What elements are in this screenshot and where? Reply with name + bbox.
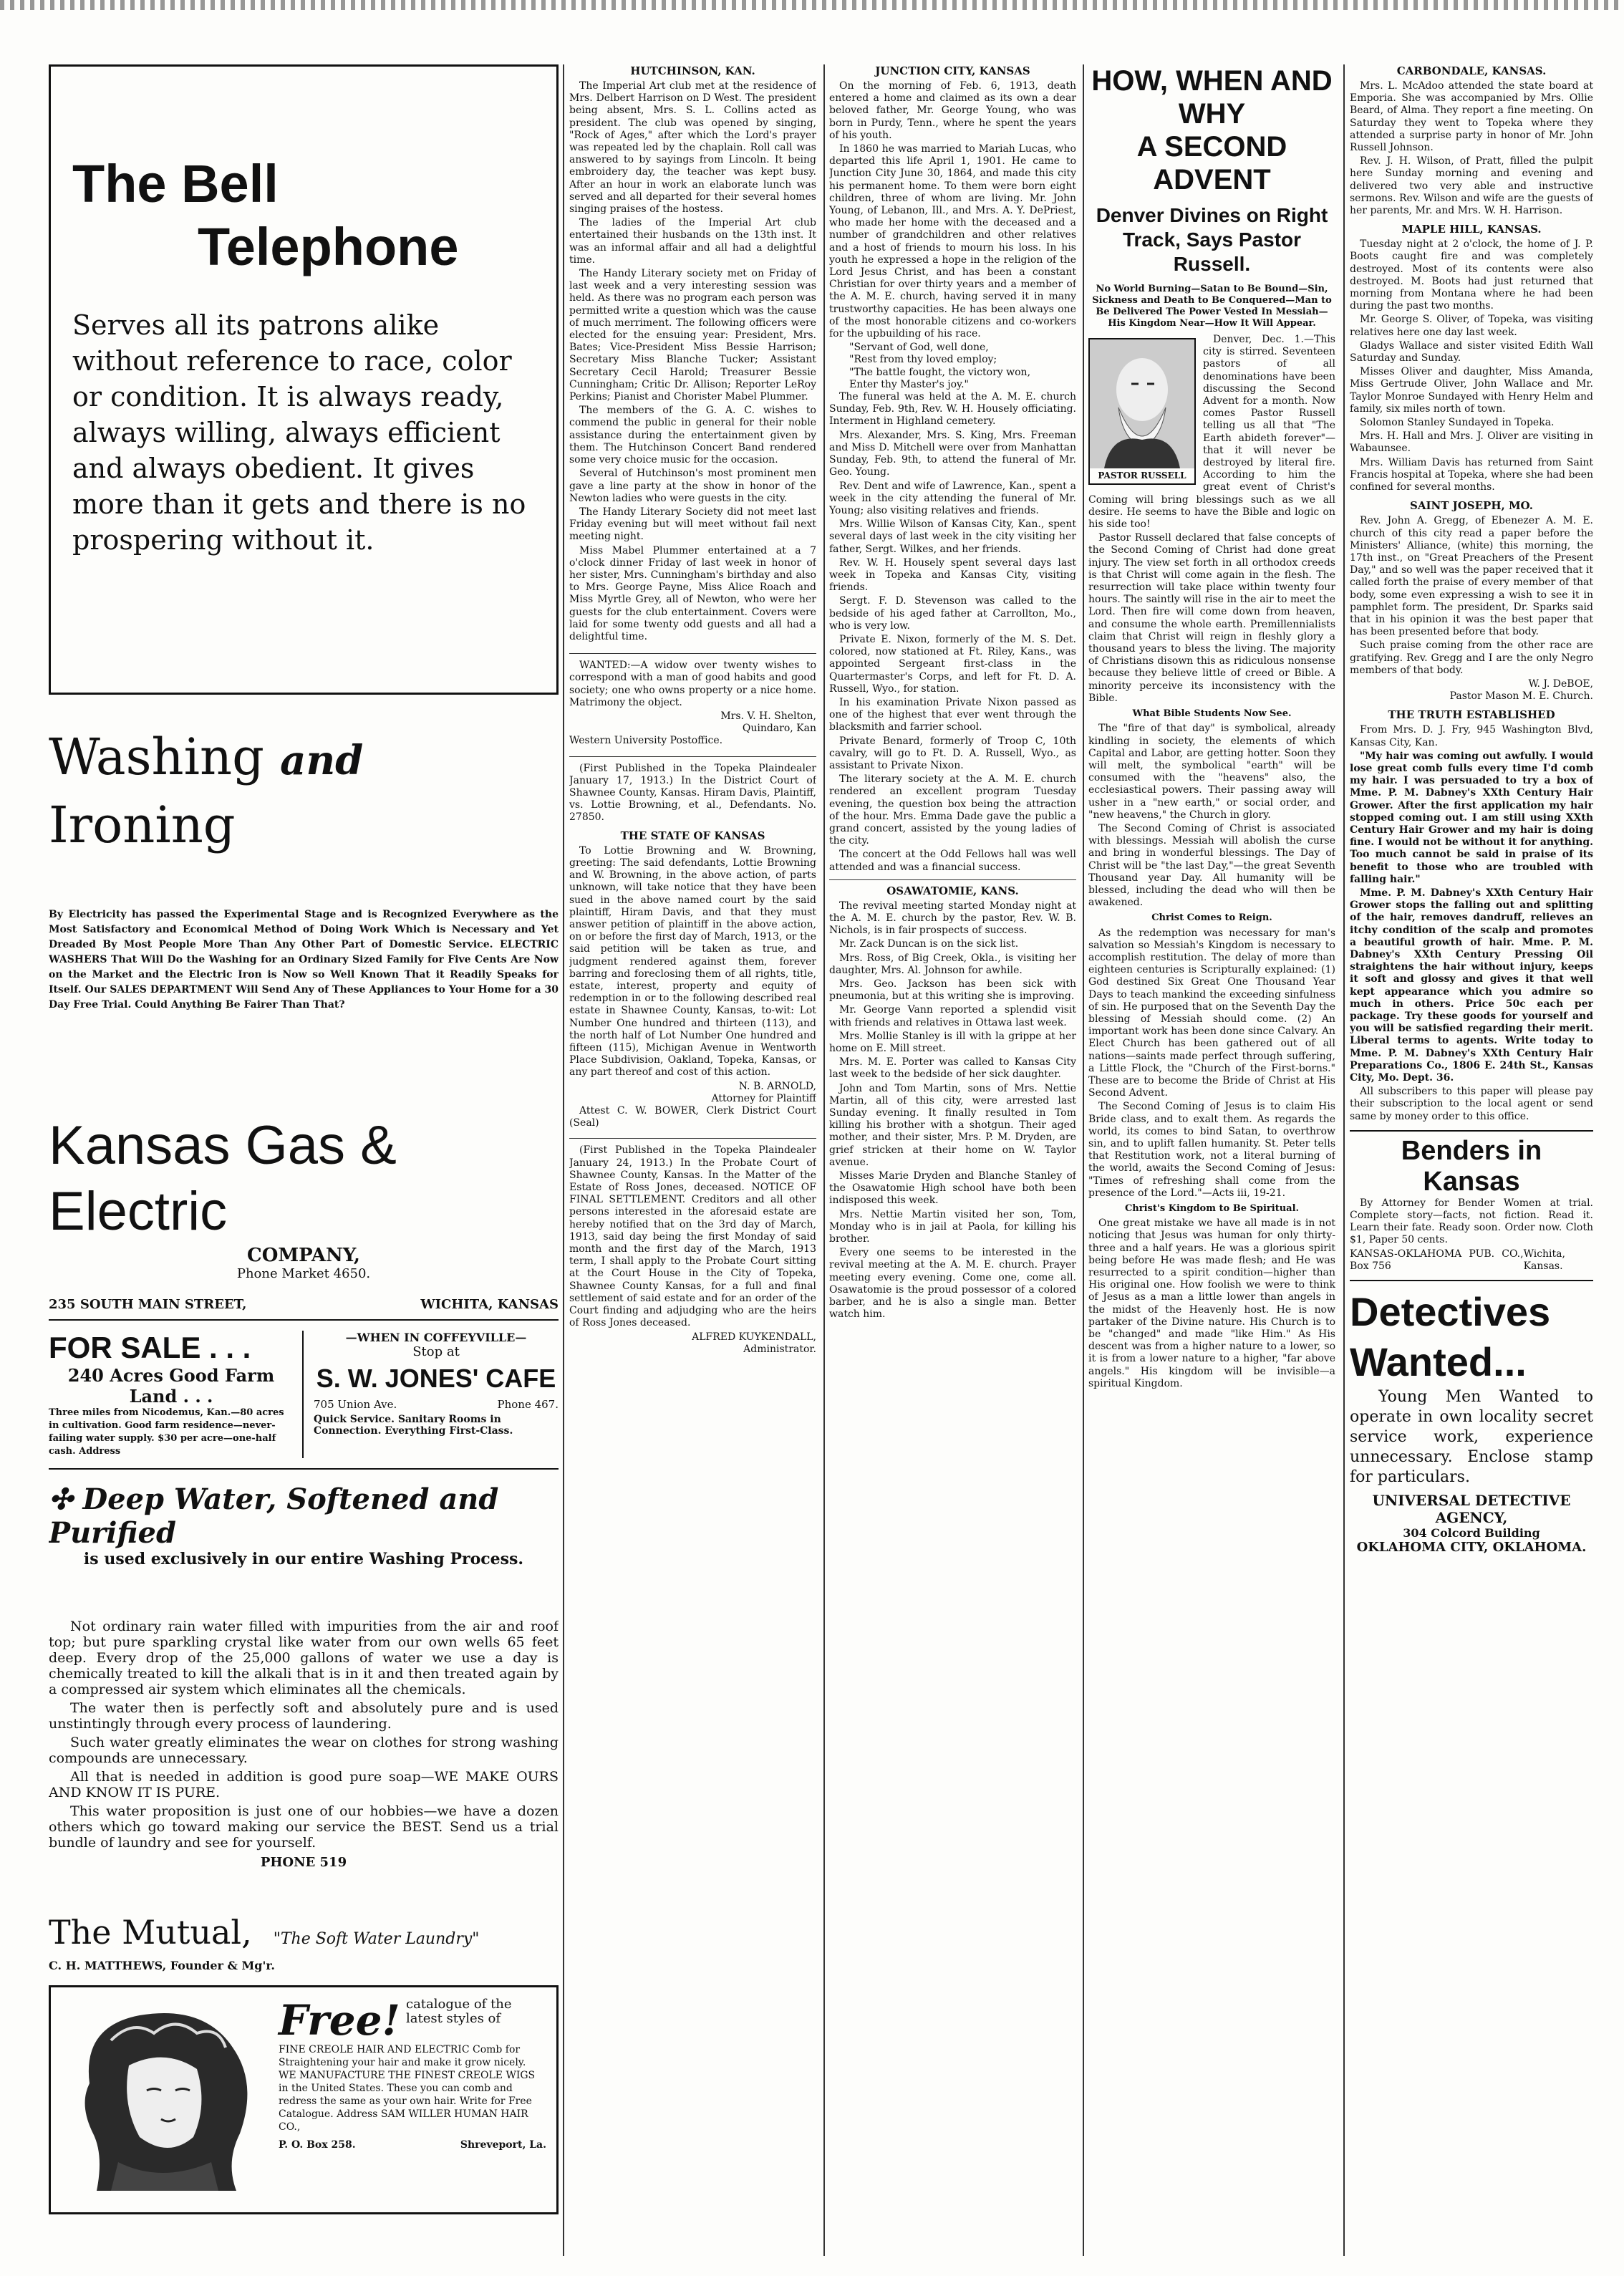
truth-established-head: THE TRUTH ESTABLISHED <box>1388 708 1555 722</box>
deep-water-head: ✣ Deep Water, Softened and Purified <box>49 1482 499 1550</box>
paragraph: In his examination Private Nixon passed as one of the highest that ever went through the blacksmith and farrier school. <box>829 696 1076 733</box>
portrait-caption: PASTOR RUSSELL <box>1098 470 1186 481</box>
poem-line: "Servant of God, well done, <box>849 342 989 354</box>
free-head: Free! <box>279 1996 400 2045</box>
wanted-signature: Mrs. V. H. Shelton, <box>720 710 816 722</box>
paragraph: Every one seems to be interested in the revival meeting at the A. M. E. church. Prayer meeting every evening. Come one, come all. Osawatomie is the proud possessor of a colored barber, and he is also a single man. Better watch him. <box>829 1247 1076 1321</box>
cafe-phone: Phone 467. <box>497 1398 559 1411</box>
junction-city-head: JUNCTION CITY, KANSAS <box>875 64 1030 77</box>
cafe-name: S. W. JONES' CAFE <box>316 1364 556 1393</box>
for-sale-sub: 240 Acres Good Farm Land . . . <box>67 1365 275 1407</box>
mutual-ad <box>49 1913 559 1972</box>
paragraph: Mme. P. M. Dabney's XXth Century Hair Grower stops the falling out and splitting of the hair, removes dandruff, relieves an itchy condition of the scalp and promotes a beautiful growth of hair. Mme. P. M. Dabney's XXth Century Pressing Oil straightens the hair without injury, keeps it soft and glossy and gives it that well kept appearance which you admire so much in others. Price 50c each per package. Try these goods for yourself and you will be satisfied regarding their merit. Liberal terms to agents. Write today to Mme. P. M. Dabney's XXth Century Hair Preparations Co., 1806 E. 24th St., Kansas City, Mo. Dept. 36. <box>1350 887 1593 1084</box>
paragraph: Mrs. Mollie Stanley is ill with la grippe at her home on E. Mill street. <box>829 1030 1076 1055</box>
section-subhead: Christ Comes to Reign. <box>1151 912 1272 924</box>
paragraph: Mrs. Nettie Martin visited her son, Tom, Monday who is in jail at Paola, for killing his brother. <box>829 1208 1076 1245</box>
legal-notice-2 <box>569 1138 816 1355</box>
paragraph: Rev. Dent and wife of Lawrence, Kan., spent a week in the city attending the funeral of Mr. Young; also visiting relatives and friends. <box>829 480 1076 516</box>
benders-address: KANSAS-OKLAHOMA PUB. CO., Box 756 <box>1350 1248 1524 1272</box>
truth-established-article <box>1350 724 1593 1123</box>
paragraph: On the morning of Feb. 6, 1913, death entered a home and claimed as its own a dear beloved father, Mr. George Young, who was born in Purdy, Tenn., where he spent the years of his youth. <box>829 80 1076 141</box>
free-sub: catalogue of the latest styles of <box>405 1997 512 2026</box>
paragraph: Misses Marie Dryden and Blanche Stanley of the Osawatomie High school have both been indisposed this week. <box>829 1170 1076 1207</box>
advent-deck: No World Burning—Satan to Be Bound—Sin, Sickness and Death to Be Conquered—Man to Be Delivered The Power Vested In Messiah—His Kingdom Near—How It Will Appear. <box>1092 284 1332 329</box>
osawatomie-article <box>829 900 1076 1321</box>
washing-word: Washing <box>49 728 264 786</box>
free-body: FINE CREOLE HAIR AND ELECTRIC Comb for Straightening your hair and make it grow nicely. WE MANUFACTURE THE FINEST CREOLE WIGS in the United States. These you can comb and redress the same as your own hair. Write for Free Catalogue. Address SAM WILLER HUMAN HAIR CO., <box>279 2044 536 2133</box>
bell-title-1: The Bell <box>72 154 279 213</box>
benders-city: Wichita, Kansas. <box>1523 1248 1565 1272</box>
hutchinson-head: HUTCHINSON, KAN. <box>630 64 755 77</box>
paragraph: The water then is perfectly soft and absolutely pure and is used unstintingly through every process of laundering. <box>49 1700 559 1732</box>
state-of-kansas-head: THE STATE OF KANSAS <box>620 829 765 842</box>
address-street: 235 SOUTH MAIN STREET, <box>49 1297 247 1312</box>
wanted-signature-place: Quindaro, Kan <box>742 723 816 735</box>
kansas-gas-ad <box>49 1113 559 1321</box>
free-city: Shreveport, La. <box>460 2139 546 2151</box>
kansas-gas-phone: Phone Market 4650. <box>236 1266 371 1281</box>
mutual-title: The Mutual, <box>49 1913 252 1952</box>
benders-ad <box>1350 1197 1593 1273</box>
detectives-head-1: Detectives <box>1350 1280 1593 1337</box>
paragraph: Such water greatly eliminates the wear on clothes for strong washing compounds are unnecessary. <box>49 1735 559 1766</box>
paragraph: "My hair was coming out awfully. I would lose great comb fulls every time I'd comb my hair. I was persuaded to try a box of Mme. P. M. Dabney's XXth Century Hair Grower. After the first application my hair stopped coming out. I am still using XXth Century Hair Grower and my hair is doing fine. I would not be without it for anything. Too much cannot be said in praise of its benefit to those who are troubled with falling hair." <box>1350 750 1593 885</box>
osawatomie-head: OSAWATOMIE, KANS. <box>829 879 1076 897</box>
benders-head: Benders in Kansas <box>1350 1130 1593 1197</box>
washing-title <box>49 725 559 857</box>
paragraph: Mrs. Willie Wilson of Kansas City, Kan., spent several days of last week in the city visiting her father, Sergt. Wilkes, and her friends. <box>829 519 1076 555</box>
notice-signature: ALFRED KUYKENDALL, <box>692 1331 816 1343</box>
section-subhead: Christ's Kingdom to Be Spiritual. <box>1124 1203 1300 1215</box>
wanted-notice <box>569 653 816 747</box>
paragraph: Several of Hutchinson's most prominent men gave a line party at the show in honor of the Newton ladies who were guests in the city. <box>569 468 816 504</box>
paragraph: Private E. Nixon, formerly of the M. S. Det. colored, now stationed at Ft. Riley, Kans., was appointed Sergeant first-class in the Quartermaster's Corps, and left for Ft. D. A. Russell, Wyo., for station. <box>829 633 1076 695</box>
paragraph: All that is needed in addition is good pure soap—WE MAKE OURS AND KNOW IT IS PURE. <box>49 1769 559 1800</box>
cafe-address-row <box>314 1398 559 1411</box>
paragraph: Tuesday night at 2 o'clock, the home of J. P. Boots caught fire and was completely destroyed. Most of its contents were also destroyed. M. Boots had just returned that morning from Montana where he had been during the past two months. <box>1350 238 1593 312</box>
notice-signature-role: Administrator. <box>743 1343 816 1355</box>
junction-city-article <box>829 80 1076 874</box>
paragraph: Mr. George Vann reported a splendid visit with friends and relatives in Ottawa last week. <box>829 1004 1076 1028</box>
bell-title-2: Telephone <box>198 217 459 276</box>
column-rule <box>563 64 564 2256</box>
paragraph: This water proposition is just one of our hobbies—we have a dozen others which go toward making our service the BEST. Send us a trial bundle of laundry and see for yourself. <box>49 1803 559 1851</box>
paragraph: Solomon Stanley Sundayed in Topeka. <box>1360 417 1555 429</box>
state-attest: Attest C. W. BOWER, Clerk District Court (Seal) <box>569 1105 816 1129</box>
paragraph: In 1860 he was married to Mariah Lucas, who departed this life April 1, 1901. He came to Junction City June 30, 1864, and made this city his permanent home. To them were born eight children, three of whom are living. Mr. John Young, of Lebanon, Ill., and Mrs. A. Y. DePriest, who made her home with the deceased and a number of grandchildren and other relatives and a host of friends to mourn his loss. In his youth he expressed a hope in the religion of the Lord Jesus Christ, and has been a constant Christian for over thirty years and a member of the A. M. E. church, having served it in many trustworthy capacities. He has been always one of the most honorable citizens and co-workers for the upbuilding of his race. <box>829 143 1076 340</box>
paragraph: The Second Coming of Jesus is to claim His Bride class, and to exalt them. As regards the world, its comes to bind Satan, to overthrow sin, and to uplift fallen humanity. St. Peter tells that Restitution work, not a literal burning of the world, awaits the Second Coming of Jesus: "Times of refreshing shall come from the presence of the Lord."—Acts iii, 19-21. <box>1088 1101 1335 1199</box>
paragraph: The literary society at the A. M. E. church rendered an excellent program Tuesday evening, the question box being the attraction of the hour. Mrs. Emma Dade gave the public a grand concert, assisted by the young ladies of the city. <box>829 773 1076 847</box>
detectives-body: Young Men Wanted to operate in own locality secret service work, experience unnecessary. Enclose stamp for particulars. <box>1350 1388 1593 1487</box>
free-address <box>279 2139 546 2151</box>
for-sale-head: FOR SALE . . . <box>49 1331 251 1364</box>
washing-body: By Electricity has passed the Experimental Stage and is Recognized Everywhere as the Most Satisfactory and Economical Method of Doing Work Which is Necessary and Yet Dreaded By Most People More Than Any Other Part of Domestic Service. ELECTRIC WASHERS That Will Do the Washing for an Ordinary Sized Family for Five Cents Are Now on the Market and the Electric Iron is Now so Well Known That it Readily Speaks for Itself. Our SALES DEPARTMENT Will Send Any of These Appliances to Your Home for a 30 Day Free Trial. Could Anything Be Fairer Than That? <box>49 909 559 1011</box>
kansas-gas-company: COMPANY, <box>247 1245 360 1266</box>
poem <box>829 342 1076 391</box>
paragraph: The revival meeting started Monday night at the A. M. E. church by the pastor, Rev. W. B. Nichols, is in fair prospects of success. <box>829 900 1076 937</box>
benders-body: By Attorney for Bender Women at trial. Complete story—facts, not fiction. Read it. Learn their fate. Ready soon. Order now. Cloth $1, Paper 50 cents. <box>1350 1197 1593 1246</box>
paragraph: Mrs. Geo. Jackson has been sick with pneumonia, but at this writing she is improving. <box>829 978 1076 1003</box>
paragraph: The funeral was held at the A. M. E. church Sunday, Feb. 9th, Rev. W. H. Housely officiating. Interment in Highland cemetery. <box>829 391 1076 428</box>
paragraph: The Imperial Art club met at the residence of Mrs. Delbert Harrison on D West. The president being absent, Mrs. S. L. Collins acted as president. The club was opened by singing, "Rock of Ages," after which the Lord's prayer was repeated led by the chaplain. Roll call was answered to by sayings from Lincoln. It being embroidery day, the teacher was kept busy. After an hour in work an elaborate lunch was served and all departed for their several homes singing praises of the hostess. <box>569 80 816 216</box>
paragraph: Gladys Wallace and sister visited Edith Wall Saturday and Sunday. <box>1350 339 1593 365</box>
paragraph: From Mrs. D. J. Fry, 945 Washington Blvd, Kansas City, Kan. <box>1350 724 1593 748</box>
kansas-gas-address <box>49 1297 559 1321</box>
paragraph: The Second Coming of Christ is associated with blessings. Messiah will abolish the curse and bring in wonderful blessings. The Day of Christ will be "the last Day,"—the great Seventh Thousand year Day. All humanity will be blessed, including the dead who will then be awakened. <box>1088 822 1335 909</box>
paragraph: Such praise coming from the other race are gratifying. Rev. Gregg and I are the only Negro members of that body. <box>1350 640 1593 676</box>
cafe-address: 705 Union Ave. <box>314 1398 397 1411</box>
wanted-postoffice: Western University Postoffice. <box>569 735 723 747</box>
pastor-russell-portrait <box>1088 338 1196 485</box>
detectives-city: OKLAHOMA CITY, OKLAHOMA. <box>1356 1540 1587 1556</box>
paragraph: Private Benard, formerly of Troop C, 10th cavalry, will go to Ft. D. A. Russell, Wyo., as assistant to Private Nixon. <box>829 735 1076 771</box>
notice-text: (First Published in the Topeka Plaindealer January 17, 1913.) In the District Court of Shawnee County, Kansas. Hiram Davis, Plaintiff, vs. Lottie Browning, et al., Defendants. No. 27850. <box>569 762 816 824</box>
detectives-agency: UNIVERSAL DETECTIVE AGENCY, <box>1372 1492 1571 1527</box>
deep-water-ad <box>49 1482 559 1870</box>
paragraph: Miss Mabel Plummer entertained at a 7 o'clock dinner Friday of last week in honor of her sister, Mrs. Cunningham's birthday and also to Mrs. George Payne, Miss Alice Roach and Miss Myrtle Grey, all of Newton, who were her guests for the club entertainment. Covers were laid for some twenty odd guests and all had a delightful time. <box>569 544 816 642</box>
woman-portrait-illustration <box>61 1997 269 2202</box>
paragraph: Mrs. Alexander, Mrs. S. King, Mrs. Freeman and Miss D. Mitchell were over from Manhattan Sunday, Feb. 9th, to attend the funeral of Mr. Geo. Young. <box>829 429 1076 478</box>
address-city: WICHITA, KANSAS <box>420 1297 559 1312</box>
column-5 <box>1350 64 1593 1555</box>
column-rule <box>823 64 825 2256</box>
jones-cafe-ad <box>304 1331 559 1458</box>
paragraph: Mr. Zack Duncan is on the sick list. <box>839 938 1019 950</box>
column-rule <box>1083 64 1084 2256</box>
cafe-stop: Stop at <box>412 1344 460 1359</box>
cafe-body: Quick Service. Sanitary Rooms in Connection. Everything First-Class. <box>314 1414 513 1437</box>
maple-hill-article <box>1350 238 1593 493</box>
hutchinson-article <box>569 80 816 643</box>
paragraph: Mrs. William Davis has returned from Saint Francis hospital at Topeka, where she had been confined for several months. <box>1350 456 1593 493</box>
deep-water-sub: is used exclusively in our entire Washing Process. <box>83 1550 524 1568</box>
poem-line: Enter thy Master's joy." <box>849 378 969 390</box>
state-signature: N. B. ARNOLD, <box>738 1080 816 1092</box>
and-word: and <box>280 737 364 784</box>
mutual-slogan: "The Soft Water Laundry" <box>273 1930 480 1948</box>
mutual-title-row <box>49 1913 559 1952</box>
paragraph: The "fire of that day" is symbolical, already kindling in society, the elements of which Capital and Labor, are getting hotter. Soon they will melt, the symbolical "earth" will be consumed with the "heavens" also, the ecclesiastical powers. Their passing away will usher in a "new earth," or social order, and "new heavens," the Church in glory. <box>1088 723 1335 821</box>
column-2 <box>569 64 816 1356</box>
advent-subhead: Denver Divines on Right Track, Says Pastor Russell. <box>1096 204 1328 275</box>
paragraph: Rev. W. H. Housely spent several days last week in Topeka and Kansas City, visiting friends. <box>829 556 1076 594</box>
deep-water-body <box>49 1619 559 1851</box>
paragraph: The ladies of the Imperial Art club entertained their husbands on the 13th inst. It was an informal affair and all had a delightful time. <box>569 217 816 266</box>
wanted-text: WANTED:—A widow over twenty wishes to correspond with a man of good habits and good society; one who owns property or a nice home. Matrimony the object. <box>569 660 816 708</box>
kansas-gas-title: Kansas Gas & Electric <box>49 1115 397 1242</box>
bell-telephone-ad <box>49 64 559 695</box>
state-signature-role: Attorney for Plaintiff <box>711 1092 816 1104</box>
paragraph: All subscribers to this paper will please pay their subscription to the local agent or send same by money order to this office. <box>1350 1086 1593 1122</box>
paragraph: As the redemption was necessary for man's salvation so Messiah's Kingdom is necessary to accomplish restitution. The delay of more than eighteen centuries is Scripturally explained: (1) God destined Six Great One Thousand Year Days to teach mankind the exceeding sinfulness of sin. He purposed that on the Seventh Day the blessing of Messiah should come. (2) An important work has been done since Calvary. An Elect Church has been gathered out of all nations—saints made perfect through suffering, a Little Flock, the "Church of the First-borns." These are to become the Bride of Christ at His Second Advent. <box>1088 927 1335 1099</box>
notice-text: (First Published in the Topeka Plaindealer January 24, 1913.) In the Probate Court of Shawnee County, Kansas. In the Matter of the Estate of Ross Jones, deceased. NOTICE OF FINAL SETTLEMENT. Creditors and all other persons interested in the aforesaid estate are hereby notified that on the 3rd day of March, 1913, said day being the first Monday of said month and the first day of the March, 1913 term, I shall apply to the Probate Court sitting at the Court House in the City of Topeka, Shawnee County Kansas, for a full and final settlement of said estate and for an order of the Court finding and adjudging who are the heirs of Ross Jones deceased. <box>569 1144 816 1329</box>
deep-water-phone: PHONE 519 <box>260 1855 347 1870</box>
paragraph: Mrs. L. McAdoo attended the state board at Emporia. She was accompanied by Mrs. Ollie Beard, of Alma. They report a fine meeting. On Saturday they went to Topeka where they attended a surprise party in honor of Mr. John Russell Johnson. <box>1350 80 1593 154</box>
paragraph: Mrs. M. E. Porter was called to Kansas City last week to the bedside of her sick daughter. <box>829 1056 1076 1081</box>
cafe-head: —WHEN IN COFFEYVILLE— <box>345 1331 527 1344</box>
carbondale-article <box>1350 80 1593 217</box>
paragraph: Mrs. H. Hall and Mrs. J. Oliver are visiting in Wabaunsee. <box>1350 430 1593 455</box>
washing-ironing-ad <box>49 725 559 1013</box>
paragraph: Rev. John A. Gregg, of Ebenezer A. M. E. church of this city read a paper before the Ministers' Alliance, (white) this morning, the 17th inst., on "Great Preachers of the Present Day," and so well was the paper received that it called forth the praise of every member of that body, some even expressing a wish to see it in pamphlet form. The president, Dr. Sparks said that in his opinion it was the best paper that has been presented before that body. <box>1350 515 1593 638</box>
ironing-word: Ironing <box>49 796 236 854</box>
stjoe-signature: W. J. DeBOE, <box>1528 678 1593 690</box>
paragraph: Misses Oliver and daughter, Miss Amanda, Miss Gertrude Oliver, John Wallace and Mr. Taylor Monroe Sundayed with Henry Helm and family, six miles north of town. <box>1350 366 1593 415</box>
column-3 <box>829 64 1076 1323</box>
deep-water-title: Deep Water, Softened and Purified <box>49 1482 499 1550</box>
paragraph: Pastor Russell declared that false concepts of the Second Coming of Christ had done great injury. The view set forth in all orthodox creeds is that Christ will come again in the flesh. The resurrection will take place within twenty four hours. The saintly will rise in the air to meet the Lord. Then fire will come down from heaven, and consume the whole earth. Premillennialists claim that Christ will reign in fleshly glory a thousand years to bless the living. The majority of Christians disown this as ridiculous nonsense because they believe little of creed or Bible. A minority perceive its inconsistency with the Bible. <box>1088 532 1335 704</box>
state-body: To Lottie Browning and W. Browning, greeting: The said defendants, Lottie Browning and W. Browning, in the above action, of parts unknown, will take notice that they have been sued in the above named court by the said plaintiff, Hiram Davis, and that they must answer petition of plaintiff in the above action, on or before the first day of March, 1913, or the said petition will be taken as true, and judgment rendered against them, forever barring and foreclosing them of all rights, title, estate, interest, property and equity of redemption in or to the following described real estate in Shawnee County, Kansas, to-wit: Lot Number One hundred and thirteen (113), and the north half of Lot Number One hundred and fifteen (115), Michigan Avenue in Wentworth Place Subdivision, Oakland, Topeka, Kansas, or any part thereof and cost of this action. <box>569 844 816 1079</box>
detectives-address: 304 Colcord Building <box>1403 1526 1540 1540</box>
poem-line: "The battle fought, the victory won, <box>849 366 1031 378</box>
detectives-head-2: Wanted... <box>1350 1339 1527 1385</box>
for-sale-ad <box>49 1331 304 1458</box>
paragraph: Denver, Dec. 1.—This city is stirred. Seventeen pastors of all denominations have been discussing the Second Advent for a month. Now comes Pastor Russell telling us all that "The Earth abideth forever"—that it will never be destroyed by literal fire. According to him the great event of Christ's Coming will bring blessings such as we all desire. He seems to have the Bible and logic on his side too! <box>1088 334 1335 531</box>
column-rule <box>1343 64 1345 2256</box>
paragraph: The Handy Literary Society did not meet last Friday evening but will meet without fail next meeting night. <box>569 506 816 543</box>
paragraph: Mr. George S. Oliver, of Topeka, was visiting relatives here one day last week. <box>1350 314 1593 338</box>
saint-joseph-article <box>1350 515 1593 703</box>
for-sale-body: Three miles from Nicodemus, Kan.—80 acres in cultivation. Good farm residence—never-failing water supply. $30 per acre—one-half cash. Address <box>49 1407 284 1457</box>
stjoe-signature-role: Pastor Mason M. E. Church. <box>1449 690 1593 703</box>
benders-address-row <box>1350 1248 1593 1273</box>
column-4 <box>1088 64 1335 1392</box>
twin-ads <box>49 1331 559 1470</box>
hair-co-ad <box>49 1985 559 2214</box>
paragraph: Sergt. F. D. Stevenson was called to the bedside of his aged father at Carrollton, Mo., who is very low. <box>829 595 1076 632</box>
section-subhead: What Bible Students Now See. <box>1132 708 1292 720</box>
paragraph: Mrs. Ross, of Big Creek, Okla., is visiting her daughter, Mrs. Al. Johnson for awhile. <box>829 952 1076 976</box>
advent-article <box>1088 334 1335 1390</box>
paragraph: The Handy Literary society met on Friday of last week and a very interesting session was held. As there was no program each person was permitted write a question which was the cause of much merriment. The following officers were elected for the ensuing year: President, Mrs. Bates; Vice-President Miss Bessie Harrison; Secretary Miss Blanche Tucker; Assistant Secretary Cecil Harold; Treasurer Bessie Cunningham; Critic Dr. Allison; Reporter LeRoy Perkins; Pianist and Chorister Mabel Plummer. <box>569 268 816 403</box>
ads-column <box>49 64 559 2242</box>
paragraph: The concert at the Odd Fellows hall was well attended and was a financial success. <box>829 849 1076 873</box>
hair-co-text <box>269 1997 546 2202</box>
maple-hill-head: MAPLE HILL, KANSAS. <box>1401 223 1542 236</box>
mutual-founder: C. H. MATTHEWS, Founder & Mg'r. <box>49 1959 275 1972</box>
po-box: P. O. Box 258. <box>279 2139 356 2151</box>
legal-notice-1 <box>569 756 816 1130</box>
saint-joseph-head: SAINT JOSEPH, MO. <box>1410 499 1533 513</box>
carbondale-head: CARBONDALE, KANSAS. <box>1396 64 1547 77</box>
paragraph: Not ordinary rain water filled with impurities from the air and roof top; but pure sparkling crystal like water from our own wells 65 feet deep. Every drop of the 25,000 gallons of water we use a day is chemically treated to kill the alkali that is in it and then treated again by a compressed air system which eliminates all the chemicals. <box>49 1619 559 1697</box>
paragraph: The members of the G. A. C. wishes to commend the public in general for their noble assistance during the entertainment given by them. The Hutchinson Concert Band rendered some very choice music for the occasion. <box>569 405 816 466</box>
paragraph: Rev. J. H. Wilson, of Pratt, filled the pulpit here Sunday morning and evening and delivered two very able and instructive sermons. Rev. Wilson and wife are the guests of her parents, Mr. and Mrs. W. H. Harrison. <box>1350 155 1593 217</box>
advent-head-2: A SECOND ADVENT <box>1136 131 1287 196</box>
poem-line: "Rest from thy loved employ; <box>849 354 997 366</box>
bell-body: Serves all its patrons alike without reference to race, color or condition. It is always ready, always willing, always efficient and always obedient. It gives more than it gets and there is no prospering without it. <box>72 309 526 556</box>
page-top-edge <box>0 0 1624 10</box>
paragraph: One great mistake we have all made is in not noticing that Jesus was human for only thirty-three and a half years. He was a glorious spirit being before He was made flesh; and He was resurrected to a spirit condition—higher than His original one. How foolish we were to think of Jesus as a man a little lower than angels in the midst of the Heavenly host. He is now partaker of the Divine nature. His Church is to be "changed" and made "like Him." As His descent was from a higher nature to a lower, so it is from a lower nature to a higher, "far above angels." His kingdom will be invisible—a spiritual Kingdom. <box>1088 1217 1335 1389</box>
advent-head-1: HOW, WHEN AND WHY <box>1091 65 1333 130</box>
paragraph: John and Tom Martin, sons of Mrs. Nettie Martin, all of this city, were arrested last Sunday evening. It finally resulted in Tom killing his brother with a shotgun. Their aged mother, and their sister, Mrs. P. M. Dryden, are grief stricken at their home on W. Taylor avenue. <box>829 1082 1076 1168</box>
